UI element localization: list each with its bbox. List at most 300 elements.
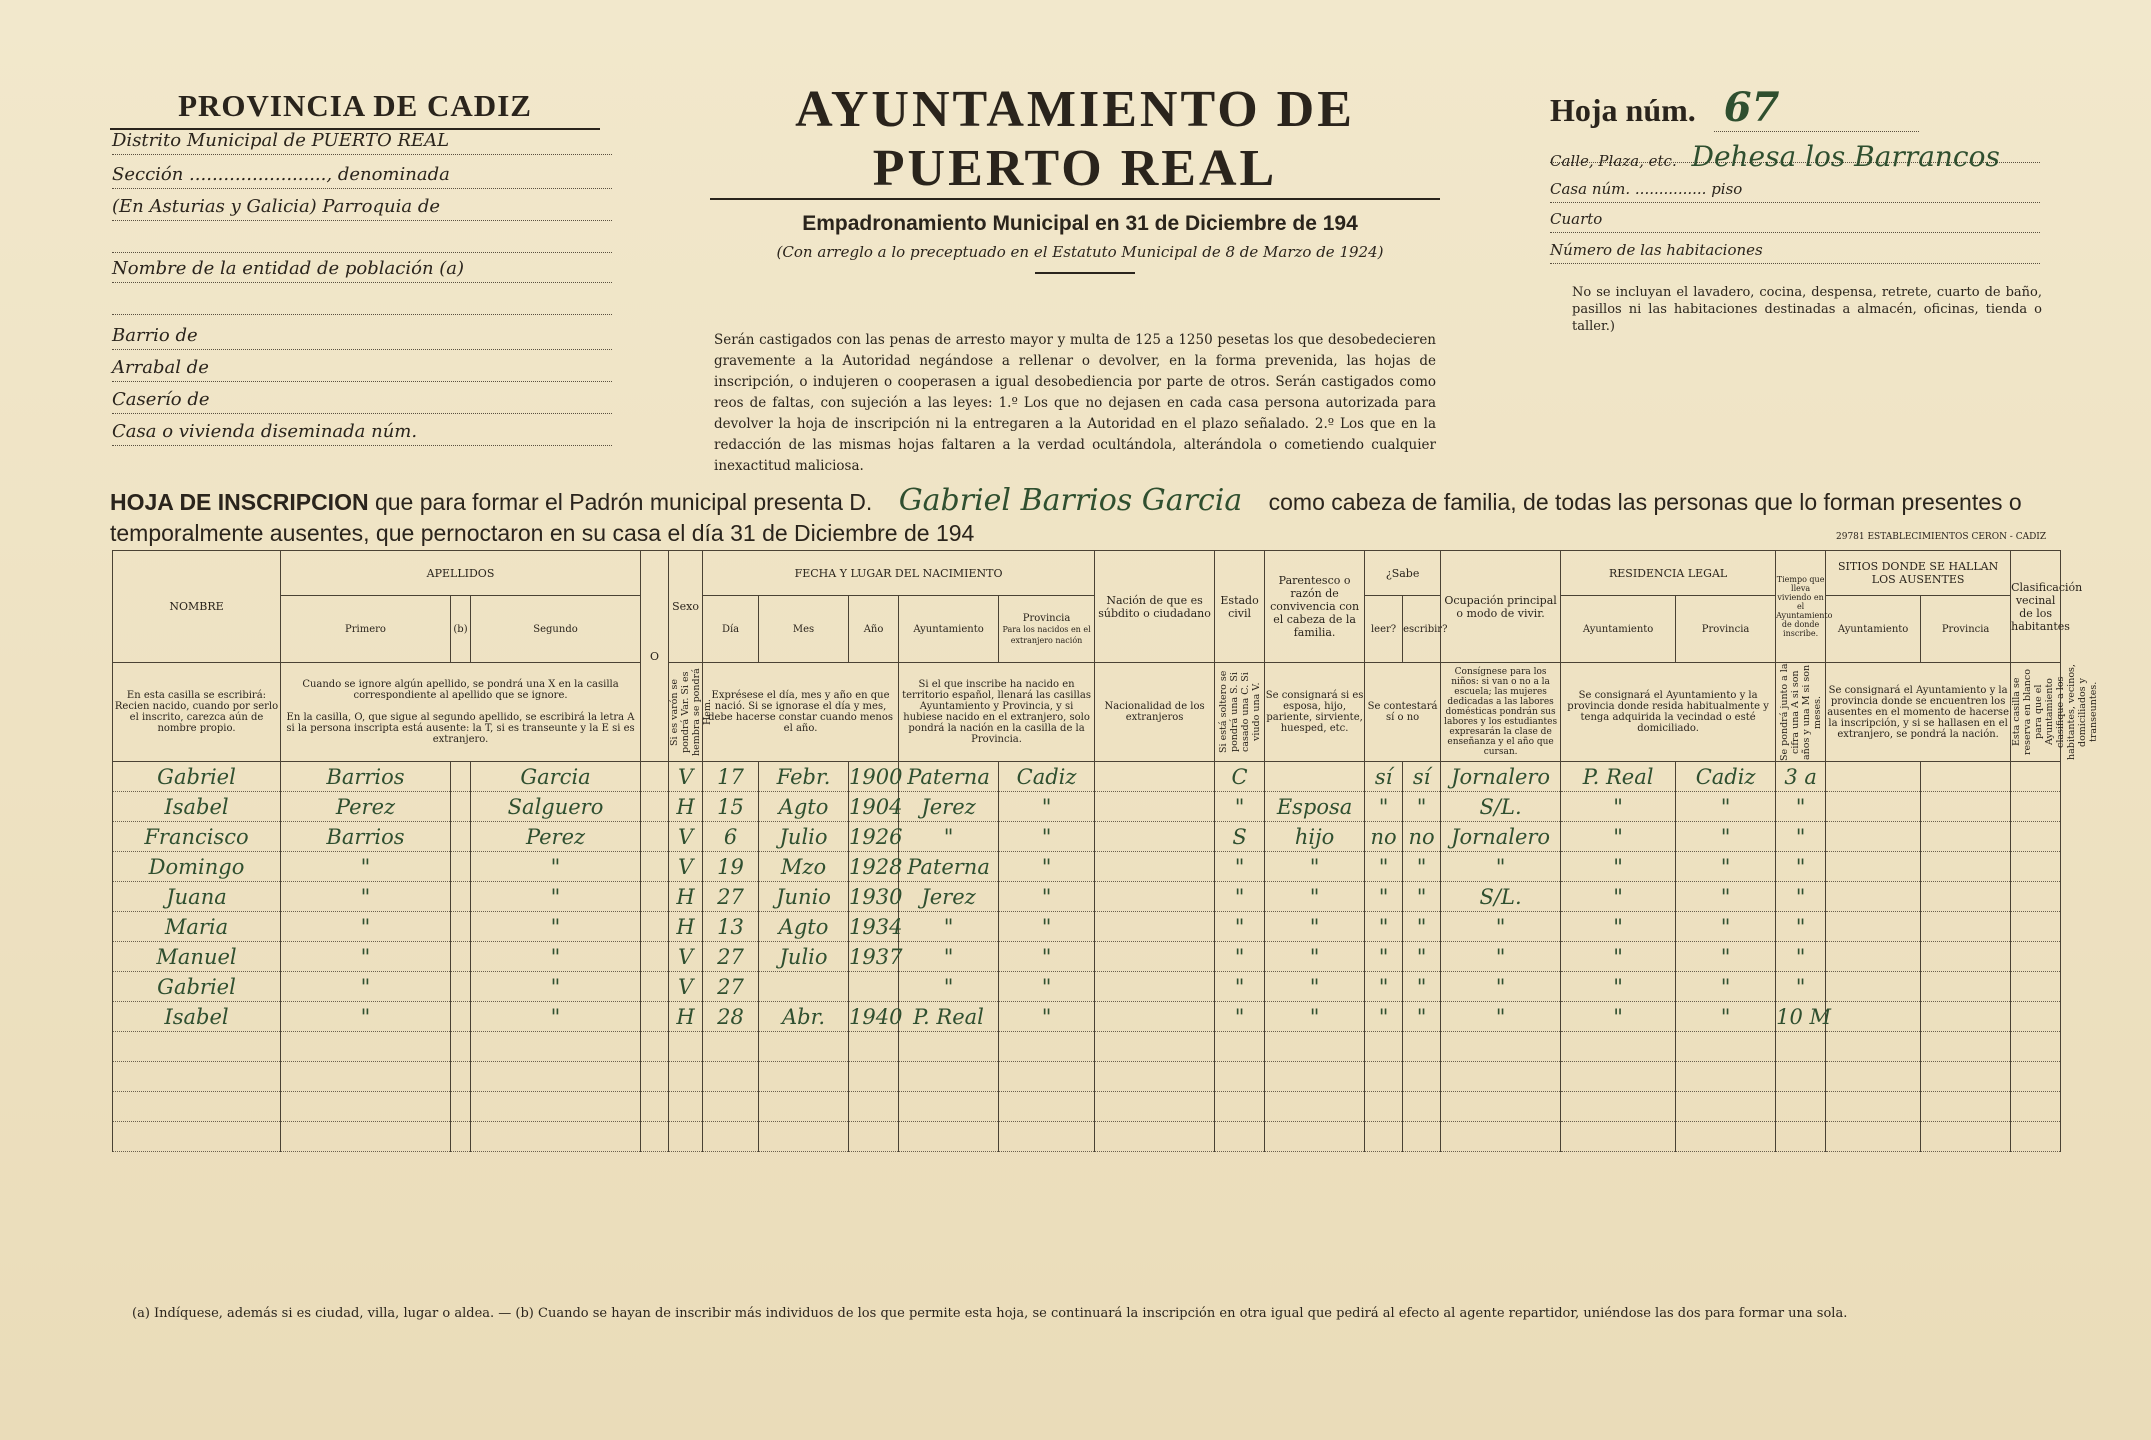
cell-dia: 27 xyxy=(703,972,759,1002)
cell-parentesco: " xyxy=(1265,942,1365,972)
cell-ayto xyxy=(899,1032,999,1062)
cell-empty xyxy=(1826,1062,1921,1092)
instr-sexo xyxy=(669,663,714,762)
cell-res-ayto: " xyxy=(1561,882,1676,912)
cell-empty xyxy=(1095,762,1215,792)
cell-res-ayto: " xyxy=(1561,822,1676,852)
cell-empty xyxy=(1921,1122,2011,1152)
field-seccion: Sección ........................, denominada xyxy=(112,164,612,189)
cell-prov: " xyxy=(999,972,1095,1002)
table-row xyxy=(113,972,2061,1002)
cell-empty xyxy=(451,1002,471,1032)
cell-res-prov: " xyxy=(1676,852,1776,882)
cell-parentesco xyxy=(1265,1032,1365,1062)
cell-ap2: " xyxy=(471,912,641,942)
cell-mes: Febr. xyxy=(759,762,849,792)
cell-ano: 1900 xyxy=(849,762,899,792)
cell-ocupacion: " xyxy=(1441,942,1561,972)
cell-tiempo: 3 a xyxy=(1776,762,1826,792)
cell-empty xyxy=(1826,942,1921,972)
col-o: O xyxy=(641,551,669,762)
cell-res-ayto xyxy=(1561,1032,1676,1062)
col-res-provincia: Provincia xyxy=(1676,596,1776,663)
instr-tiempo xyxy=(1776,663,1826,762)
cell-empty xyxy=(2011,882,2061,912)
cell-res-prov: " xyxy=(1676,1002,1776,1032)
cell-ayto: Paterna xyxy=(899,762,999,792)
table-row xyxy=(113,762,2061,792)
cell-mes xyxy=(759,1062,849,1092)
instr-clasificacion-text: Esta casilla se reserva en blanco para que el Ayuntamiento clasifique a los habitantes, vecinos, domiciliados y transeuntes. xyxy=(2011,664,2100,760)
cell-res-prov: " xyxy=(1676,972,1776,1002)
cell-tiempo: 10 M xyxy=(1776,1002,1826,1032)
col-aus-ayuntamiento: Ayuntamiento xyxy=(1826,596,1921,663)
field-habitaciones: Número de las habitaciones xyxy=(1550,241,2040,264)
cell-tiempo xyxy=(1776,1062,1826,1092)
cell-ap1 xyxy=(281,1122,451,1152)
cell-nombre: Maria xyxy=(113,912,281,942)
cell-res-ayto: P. Real xyxy=(1561,762,1676,792)
cell-dia xyxy=(703,1122,759,1152)
cell-res-prov: " xyxy=(1676,792,1776,822)
document-subtitle-note: (Con arreglo a lo preceptuado en el Estatuto Municipal de 8 de Marzo de 1924) xyxy=(776,243,1384,261)
cell-parentesco: " xyxy=(1265,882,1365,912)
cell-ap1: " xyxy=(281,942,451,972)
cell-empty xyxy=(451,912,471,942)
head-of-family-name: Gabriel Barrios Garcia xyxy=(898,483,1243,518)
cell-empty xyxy=(1826,1122,1921,1152)
cell-ap1: " xyxy=(281,972,451,1002)
cell-empty xyxy=(451,1092,471,1122)
col-ocupacion: Ocupación principal o modo de vivir. xyxy=(1441,551,1561,663)
cell-ap2: Garcia xyxy=(471,762,641,792)
cell-sexo: H xyxy=(669,792,703,822)
cell-estado: " xyxy=(1215,1002,1265,1032)
cell-empty xyxy=(1095,1062,1215,1092)
cell-empty xyxy=(1826,972,1921,1002)
cell-estado: " xyxy=(1215,972,1265,1002)
col-aus-provincia: Provincia xyxy=(1921,596,2011,663)
instr-casilla-text: En la casilla, O, que sigue al segundo apellido, se escribirá la letra A si la persona inscripta está ausente: la T, si es transeunte y la E si es extranjero. xyxy=(286,712,635,745)
cell-ano: 1940 xyxy=(849,1002,899,1032)
col-ausentes: SITIOS DONDE SE HALLAN LOS AUSENTES xyxy=(1826,551,2011,596)
cell-dia: 6 xyxy=(703,822,759,852)
document-subtitle: Empadronamiento Municipal en 31 de Diciembre de 194 xyxy=(802,212,1358,235)
cell-prov: " xyxy=(999,792,1095,822)
table-row xyxy=(113,1122,2061,1152)
cell-estado xyxy=(1215,1122,1265,1152)
cell-empty xyxy=(2011,972,2061,1002)
ornament-divider xyxy=(1035,272,1135,278)
cell-tiempo xyxy=(1776,1092,1826,1122)
cell-ocupacion xyxy=(1441,1062,1561,1092)
cell-escribir: sí xyxy=(1403,762,1441,792)
cell-ayto: " xyxy=(899,912,999,942)
cell-tiempo xyxy=(1776,1032,1826,1062)
cell-empty xyxy=(1921,852,2011,882)
cell-empty xyxy=(641,972,669,1002)
field-entidad: Nombre de la entidad de población (a) xyxy=(112,258,612,283)
cell-ap1: " xyxy=(281,882,451,912)
cell-sexo: V xyxy=(669,972,703,1002)
cell-ap1: " xyxy=(281,1002,451,1032)
cell-nombre: Isabel xyxy=(113,792,281,822)
cell-parentesco: Esposa xyxy=(1265,792,1365,822)
cell-res-prov: " xyxy=(1676,912,1776,942)
cell-empty xyxy=(641,882,669,912)
col-parentesco: Parentesco o razón de convivencia con el cabeza de la familia. xyxy=(1265,551,1365,663)
cell-empty xyxy=(1921,1062,2011,1092)
cell-res-ayto: " xyxy=(1561,852,1676,882)
cell-empty xyxy=(451,1122,471,1152)
cell-estado: C xyxy=(1215,762,1265,792)
cell-nombre: Juana xyxy=(113,882,281,912)
cell-tiempo: " xyxy=(1776,972,1826,1002)
cell-empty xyxy=(641,942,669,972)
cell-escribir: " xyxy=(1403,912,1441,942)
cell-prov: " xyxy=(999,822,1095,852)
hoja-value: 67 xyxy=(1714,84,1920,132)
instr-tiempo-text: Se pondrá junto a la cifra una A si son años y una M si son meses. xyxy=(1778,663,1823,761)
cell-prov: " xyxy=(999,942,1095,972)
cell-res-ayto: " xyxy=(1561,942,1676,972)
cell-estado: " xyxy=(1215,852,1265,882)
cell-ap2: " xyxy=(471,942,641,972)
col-escribir: escribir? xyxy=(1403,596,1441,663)
cell-ap2 xyxy=(471,1092,641,1122)
cell-empty xyxy=(451,972,471,1002)
cell-ocupacion: " xyxy=(1441,1002,1561,1032)
cell-empty xyxy=(1095,882,1215,912)
footnote: (a) Indíquese, además si es ciudad, villa, lugar o aldea. — (b) Cuando se hayan de inscribir más individuos de los que permite esta hoja, se continuará la inscripción en otra igual que pedirá al efecto al agente repartidor, uniéndose las dos para formar una sola. xyxy=(132,1306,1848,1321)
cell-parentesco xyxy=(1265,1092,1365,1122)
cell-mes: Agto xyxy=(759,912,849,942)
cell-empty xyxy=(2011,822,2061,852)
cell-leer: " xyxy=(1365,1002,1403,1032)
cell-mes: Julio xyxy=(759,822,849,852)
field-arrabal: Arrabal de xyxy=(112,357,612,382)
cell-empty xyxy=(1921,1002,2011,1032)
province-heading: PROVINCIA DE CADIZ xyxy=(110,88,600,130)
cell-res-prov xyxy=(1676,1122,1776,1152)
cell-sexo: V xyxy=(669,822,703,852)
cell-empty xyxy=(2011,852,2061,882)
cell-ano xyxy=(849,1092,899,1122)
cell-ap1: Perez xyxy=(281,792,451,822)
cell-empty xyxy=(1826,1002,1921,1032)
cell-empty xyxy=(1921,792,2011,822)
cell-empty xyxy=(1921,882,2011,912)
cell-ocupacion: Jornalero xyxy=(1441,822,1561,852)
cell-prov: " xyxy=(999,882,1095,912)
cell-empty xyxy=(451,792,471,822)
cell-estado: " xyxy=(1215,912,1265,942)
cell-empty xyxy=(2011,762,2061,792)
cell-estado xyxy=(1215,1092,1265,1122)
habitaciones-note: No se incluyan el lavadero, cocina, despensa, retrete, cuarto de baño, pasillos ni las habitaciones destinadas a almacén, oficinas, tienda o taller.) xyxy=(1572,285,2042,334)
household-rows xyxy=(113,762,2061,1152)
cell-escribir: " xyxy=(1403,972,1441,1002)
cell-nombre: Francisco xyxy=(113,822,281,852)
cell-leer: sí xyxy=(1365,762,1403,792)
table-row xyxy=(113,792,2061,822)
col-primero: Primero xyxy=(281,596,451,663)
col-leer: leer? xyxy=(1365,596,1403,663)
cell-ayto: " xyxy=(899,942,999,972)
cell-empty xyxy=(1095,972,1215,1002)
field-distrito: Distrito Municipal de PUERTO REAL xyxy=(112,130,612,155)
cell-empty xyxy=(1095,852,1215,882)
cell-estado: " xyxy=(1215,792,1265,822)
cell-dia: 17 xyxy=(703,762,759,792)
cell-ap1: " xyxy=(281,912,451,942)
cell-mes: Mzo xyxy=(759,852,849,882)
cell-nombre: Gabriel xyxy=(113,972,281,1002)
cell-parentesco: " xyxy=(1265,1002,1365,1032)
cell-parentesco xyxy=(1265,1122,1365,1152)
cell-leer xyxy=(1365,1092,1403,1122)
cell-prov: " xyxy=(999,1002,1095,1032)
cell-ocupacion: " xyxy=(1441,852,1561,882)
cell-empty xyxy=(451,942,471,972)
cell-ap1: Barrios xyxy=(281,762,451,792)
instr-fecha: Exprésese el día, mes y año en que nació. Si se ignorase el día y mes, debe hacerse constar cuando menos el año. xyxy=(703,663,899,762)
cell-empty xyxy=(1095,912,1215,942)
cell-nombre: Domingo xyxy=(113,852,281,882)
field-caserio: Caserío de xyxy=(112,389,612,414)
cell-empty xyxy=(2011,942,2061,972)
cell-ayto: Paterna xyxy=(899,852,999,882)
cell-tiempo: " xyxy=(1776,912,1826,942)
cell-empty xyxy=(2011,1002,2061,1032)
cell-empty xyxy=(641,1032,669,1062)
field-barrio: Barrio de xyxy=(112,325,612,350)
cell-ap2: " xyxy=(471,972,641,1002)
cell-sexo: H xyxy=(669,882,703,912)
cell-empty xyxy=(2011,912,2061,942)
cell-empty xyxy=(1095,792,1215,822)
cell-parentesco: hijo xyxy=(1265,822,1365,852)
cell-mes xyxy=(759,1122,849,1152)
cell-estado: S xyxy=(1215,822,1265,852)
cell-sexo: H xyxy=(669,1002,703,1032)
calle-value: Dehesa los Barrancos xyxy=(1691,140,2000,173)
cell-dia: 27 xyxy=(703,942,759,972)
cell-empty xyxy=(1095,1122,1215,1152)
cell-ocupacion xyxy=(1441,1092,1561,1122)
table-row xyxy=(113,942,2061,972)
cell-empty xyxy=(1921,1032,2011,1062)
instr-ausentes: Se consignará el Ayuntamiento y la provincia donde se encuentren los ausentes en el momento de hacerse la inscripción, y si se hallasen en el extranjero, se pondrá la nación. xyxy=(1826,663,2011,762)
cell-empty xyxy=(641,1062,669,1092)
document-title: AYUNTAMIENTO DE PUERTO REAL xyxy=(710,80,1440,200)
cell-parentesco xyxy=(1265,1062,1365,1092)
col-segundo: Segundo xyxy=(471,596,641,663)
cell-sexo: H xyxy=(669,912,703,942)
instr-ocupacion: Consígnese para los niños: si van o no a la escuela; las mujeres dedicadas a las labores domésticas pondrán sus labores y los estudiantes expresarán la clase de enseñanza y el año que cursan. xyxy=(1441,663,1561,762)
cell-escribir: no xyxy=(1403,822,1441,852)
cell-ano xyxy=(849,1032,899,1062)
cell-sexo xyxy=(669,1032,703,1062)
calle-label: Calle, Plaza, etc. xyxy=(1550,152,1677,170)
cell-empty xyxy=(1826,792,1921,822)
cell-dia: 13 xyxy=(703,912,759,942)
cell-leer: " xyxy=(1365,792,1403,822)
cell-escribir: " xyxy=(1403,942,1441,972)
printer-mark: 29781 ESTABLECIMIENTOS CERON - CADIZ xyxy=(1836,532,2047,542)
field-parroquia: (En Asturias y Galicia) Parroquia de xyxy=(112,196,612,221)
hoja-label: Hoja núm. xyxy=(1550,92,1696,128)
cell-empty xyxy=(2011,1032,2061,1062)
table-row xyxy=(113,822,2061,852)
cell-empty xyxy=(451,852,471,882)
cell-empty xyxy=(1921,912,2011,942)
cell-dia: 28 xyxy=(703,1002,759,1032)
cell-ayto: Jerez xyxy=(899,882,999,912)
cell-ocupacion xyxy=(1441,1122,1561,1152)
cell-ano: 1928 xyxy=(849,852,899,882)
cell-res-ayto xyxy=(1561,1122,1676,1152)
cell-empty xyxy=(1826,1032,1921,1062)
col-sexo: Sexo xyxy=(669,551,703,663)
field-blank-2 xyxy=(112,290,612,315)
cell-ap1: " xyxy=(281,852,451,882)
cell-empty xyxy=(1095,942,1215,972)
cell-empty xyxy=(641,1002,669,1032)
cell-escribir xyxy=(1403,1092,1441,1122)
cell-empty xyxy=(1921,1092,2011,1122)
cell-estado: " xyxy=(1215,942,1265,972)
cell-leer: " xyxy=(1365,882,1403,912)
cell-empty xyxy=(1095,822,1215,852)
cell-leer: no xyxy=(1365,822,1403,852)
cell-empty xyxy=(641,1122,669,1152)
cell-ap2: " xyxy=(471,882,641,912)
cell-empty xyxy=(1921,942,2011,972)
cell-parentesco: " xyxy=(1265,912,1365,942)
col-provincia-note: Para los nacidos en el extranjero nación xyxy=(1002,624,1091,645)
cell-res-prov xyxy=(1676,1032,1776,1062)
cell-estado xyxy=(1215,1032,1265,1062)
cell-empty xyxy=(1095,1092,1215,1122)
cell-mes xyxy=(759,1032,849,1062)
cell-ap1 xyxy=(281,1092,451,1122)
cell-prov xyxy=(999,1122,1095,1152)
cell-sexo xyxy=(669,1092,703,1122)
cell-prov: " xyxy=(999,852,1095,882)
cell-escribir xyxy=(1403,1122,1441,1152)
cell-empty xyxy=(451,882,471,912)
cell-leer xyxy=(1365,1032,1403,1062)
cell-empty xyxy=(641,912,669,942)
cell-empty xyxy=(1095,1032,1215,1062)
cell-leer: " xyxy=(1365,972,1403,1002)
cell-dia: 19 xyxy=(703,852,759,882)
col-estado: Estado civil xyxy=(1215,551,1265,663)
table-row xyxy=(113,852,2061,882)
cell-escribir: " xyxy=(1403,1002,1441,1032)
cell-ayto: " xyxy=(899,822,999,852)
cell-ocupacion: Jornalero xyxy=(1441,762,1561,792)
table-row xyxy=(113,1062,2061,1092)
instr-estado xyxy=(1215,663,1265,762)
cell-res-prov: " xyxy=(1676,882,1776,912)
cell-empty xyxy=(1826,822,1921,852)
hoja-number xyxy=(1550,84,1919,131)
cell-ap2: Perez xyxy=(471,822,641,852)
instr-apellidos-text: Cuando se ignore algún apellido, se pondrá una X en la casilla correspondiente al apellido que se ignore. xyxy=(302,679,619,701)
table-row xyxy=(113,912,2061,942)
instr-estado-text: Si está soltero se pondrá una S. Si casado una C. Si viudo una V. xyxy=(1217,670,1262,754)
field-cuarto: Cuarto xyxy=(1550,210,2040,233)
cell-escribir xyxy=(1403,1032,1441,1062)
cell-ano: 1937 xyxy=(849,942,899,972)
col-ayuntamiento: Ayuntamiento xyxy=(899,596,999,663)
cell-empty xyxy=(641,1092,669,1122)
col-b: (b) xyxy=(451,596,471,663)
cell-res-ayto: " xyxy=(1561,972,1676,1002)
cell-empty xyxy=(451,1062,471,1092)
col-nombre: NOMBRE xyxy=(113,551,281,663)
cell-ano xyxy=(849,1062,899,1092)
field-casa-diseminada: Casa o vivienda diseminada núm. xyxy=(112,421,612,446)
cell-tiempo: " xyxy=(1776,792,1826,822)
field-calle xyxy=(1550,140,2040,173)
instr-lugar: Si el que inscribe ha nacido en territorio español, llenará las casillas Ayuntamiento y Provincia, y si hubiese nacido en el extranjero, solo pondrá la nación en la casilla de la Provincia. xyxy=(899,663,1095,762)
cell-leer: " xyxy=(1365,942,1403,972)
col-fecha-lugar: FECHA Y LUGAR DEL NACIMIENTO xyxy=(703,551,1095,596)
cell-prov: Cadiz xyxy=(999,762,1095,792)
cell-empty xyxy=(1826,762,1921,792)
cell-mes: Abr. xyxy=(759,1002,849,1032)
col-dia: Día xyxy=(703,596,759,663)
cell-empty xyxy=(641,852,669,882)
cell-ap2 xyxy=(471,1032,641,1062)
cell-escribir: " xyxy=(1403,852,1441,882)
instr-nombre: En esta casilla se escribirá: Recien nacido, cuando por serlo el inscrito, carezca aún de nombre propio. xyxy=(113,663,281,762)
cell-ocupacion: S/L. xyxy=(1441,882,1561,912)
cell-sexo: V xyxy=(669,762,703,792)
cell-ap2 xyxy=(471,1062,641,1092)
table-row xyxy=(113,1032,2061,1062)
field-casa: Casa núm. ............... piso xyxy=(1550,180,2040,203)
cell-mes xyxy=(759,972,849,1002)
instr-nacion: Nacionalidad de los extranjeros xyxy=(1095,663,1215,762)
col-sabe: ¿Sabe xyxy=(1365,551,1441,596)
cell-mes xyxy=(759,1092,849,1122)
cell-ayto: Jerez xyxy=(899,792,999,822)
table-row xyxy=(113,1092,2061,1122)
cell-sexo xyxy=(669,1122,703,1152)
cell-empty xyxy=(2011,1062,2061,1092)
cell-sexo xyxy=(669,1062,703,1092)
cell-tiempo: " xyxy=(1776,822,1826,852)
cell-empty xyxy=(1921,822,2011,852)
cell-ap1: Barrios xyxy=(281,822,451,852)
cell-estado: " xyxy=(1215,882,1265,912)
cell-empty xyxy=(451,1032,471,1062)
field-blank-1 xyxy=(112,228,612,253)
cell-res-prov: Cadiz xyxy=(1676,762,1776,792)
instr-residencia: Se consignará el Ayuntamiento y la provincia donde resida habitualmente y tenga adquirida la vecindad o esté domiciliado. xyxy=(1561,663,1776,762)
cell-res-prov: " xyxy=(1676,822,1776,852)
col-ano: Año xyxy=(849,596,899,663)
cell-dia xyxy=(703,1062,759,1092)
cell-res-ayto xyxy=(1561,1062,1676,1092)
cell-nombre xyxy=(113,1122,281,1152)
col-apellidos: APELLIDOS xyxy=(281,551,641,596)
instr-parentesco: Se consignará si es esposa, hijo, pariente, sirviente, huesped, etc. xyxy=(1265,663,1365,762)
